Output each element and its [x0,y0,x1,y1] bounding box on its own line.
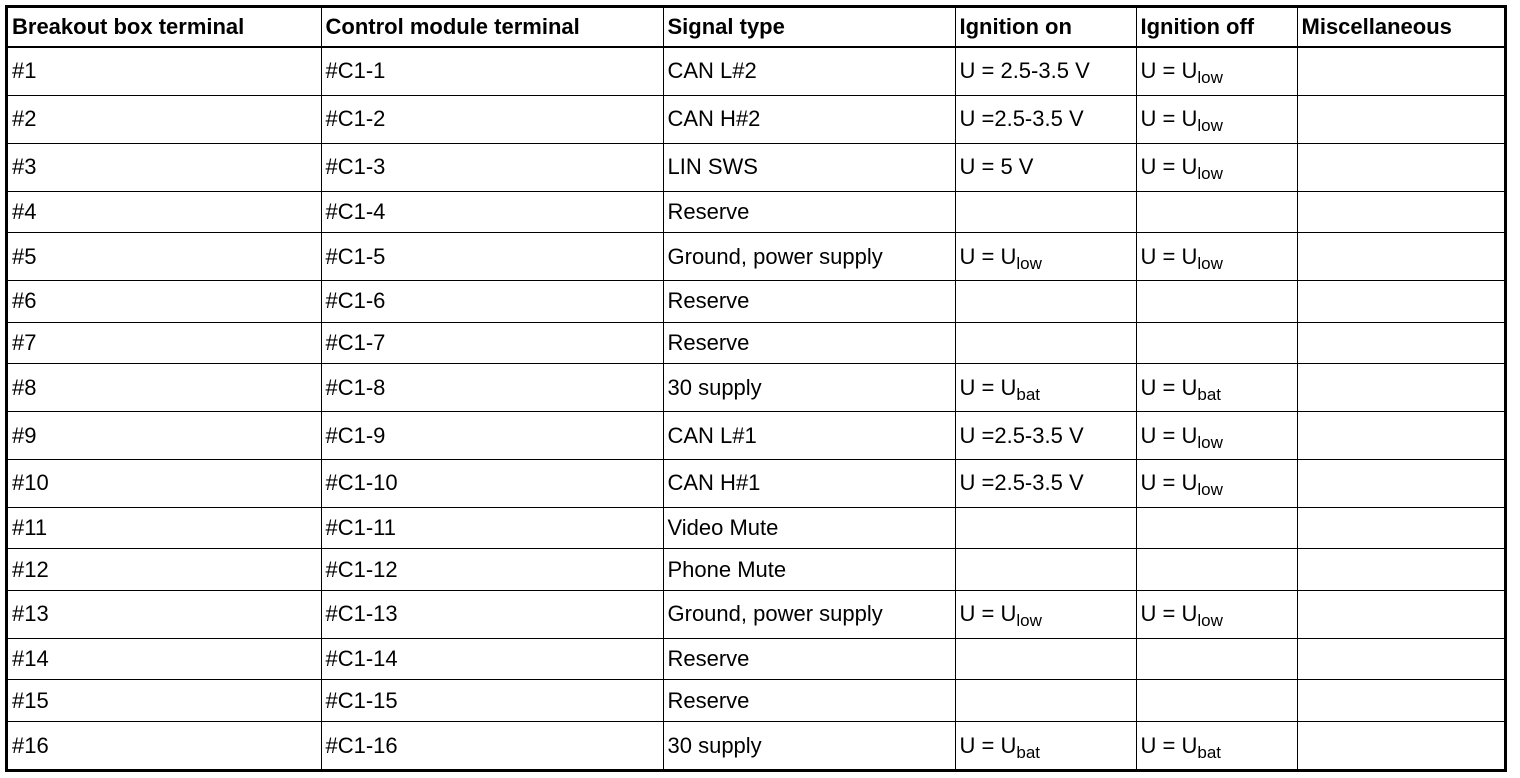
cell-signal-type: Reserve [663,638,955,680]
cell-ignition-off [1136,680,1297,722]
cell-control-module-terminal: #C1-6 [321,281,663,323]
cell-ignition-off [1136,322,1297,364]
cell-miscellaneous [1297,281,1504,323]
cell-ignition-on [955,191,1136,233]
cell-ignition-on [955,233,1136,281]
cell-ignition-off-subscript: low [1197,253,1223,273]
table-row [8,722,1504,769]
cell-ignition-off [1136,549,1297,591]
cell-control-module-terminal: #C1-1 [321,47,663,95]
table-row [8,412,1504,460]
cell-breakout-terminal: #2 [8,95,321,143]
cell-control-module-terminal: #C1-9 [321,412,663,460]
cell-ignition-on-subscript: low [1016,253,1042,273]
cell-breakout-terminal: #4 [8,191,321,233]
cell-breakout-terminal: #1 [8,47,321,95]
cell-ignition-off [1136,507,1297,549]
cell-ignition-on [955,638,1136,680]
cell-signal-type: CAN L#2 [663,47,955,95]
cell-ignition-off-main: U = U [1140,732,1198,758]
cell-signal-type: 30 supply [663,364,955,412]
cell-ignition-off-subscript: low [1197,116,1223,136]
table-row [8,507,1504,549]
cell-ignition-on [955,95,1136,143]
cell-control-module-terminal: #C1-8 [321,364,663,412]
cell-signal-type: Phone Mute [663,549,955,591]
cell-ignition-off-main: U = U [1140,243,1198,269]
cell-ignition-on-main: U = U [959,243,1017,269]
cell-miscellaneous [1297,549,1504,591]
cell-ignition-off-main: U = U [1140,106,1198,132]
cell-ignition-off-subscript: bat [1197,742,1221,762]
cell-ignition-off-subscript: bat [1197,384,1221,404]
cell-signal-type: Reserve [663,322,955,364]
cell-ignition-on-main: U =2.5-3.5 V [959,422,1084,448]
cell-breakout-terminal: #10 [8,459,321,507]
cell-ignition-on-subscript: bat [1016,384,1040,404]
cell-signal-type: LIN SWS [663,143,955,191]
cell-control-module-terminal: #C1-2 [321,95,663,143]
cell-signal-type: Reserve [663,680,955,722]
cell-control-module-terminal: #C1-3 [321,143,663,191]
table-header-row [8,8,1504,47]
cell-ignition-off [1136,233,1297,281]
cell-miscellaneous [1297,364,1504,412]
cell-ignition-on-main: U = 5 V [959,154,1034,180]
cell-ignition-off [1136,459,1297,507]
cell-ignition-on-main: U = U [959,601,1017,627]
cell-ignition-on-main: U = U [959,374,1017,400]
cell-ignition-off [1136,590,1297,638]
cell-control-module-terminal: #C1-14 [321,638,663,680]
table-row [8,322,1504,364]
cell-ignition-on [955,549,1136,591]
cell-control-module-terminal: #C1-12 [321,549,663,591]
cell-ignition-on-main: U = U [959,732,1017,758]
cell-breakout-terminal: #3 [8,143,321,191]
cell-ignition-off-subscript: low [1197,432,1223,452]
cell-ignition-off-main: U = U [1140,601,1198,627]
cell-ignition-off-main: U = U [1140,374,1198,400]
cell-miscellaneous [1297,191,1504,233]
cell-control-module-terminal: #C1-5 [321,233,663,281]
cell-ignition-on-main: U =2.5-3.5 V [959,470,1084,496]
header-miscellaneous: Miscellaneous [1297,8,1504,47]
cell-ignition-off-subscript: low [1197,164,1223,184]
cell-miscellaneous [1297,322,1504,364]
cell-ignition-off-main: U = U [1140,470,1198,496]
table-row [8,590,1504,638]
cell-ignition-off [1136,412,1297,460]
cell-breakout-terminal: #14 [8,638,321,680]
cell-breakout-terminal: #7 [8,322,321,364]
cell-miscellaneous [1297,143,1504,191]
cell-breakout-terminal: #9 [8,412,321,460]
cell-ignition-off [1136,364,1297,412]
cell-ignition-on-subscript: low [1016,611,1042,631]
cell-ignition-on [955,590,1136,638]
cell-miscellaneous [1297,722,1504,769]
cell-ignition-on [955,507,1136,549]
cell-ignition-on [955,680,1136,722]
table-row [8,233,1504,281]
table-row [8,191,1504,233]
cell-miscellaneous [1297,95,1504,143]
cell-control-module-terminal: #C1-15 [321,680,663,722]
cell-signal-type: Video Mute [663,507,955,549]
cell-breakout-terminal: #8 [8,364,321,412]
cell-signal-type: CAN H#2 [663,95,955,143]
cell-breakout-terminal: #15 [8,680,321,722]
table-row [8,638,1504,680]
table-row [8,459,1504,507]
cell-miscellaneous [1297,507,1504,549]
cell-control-module-terminal: #C1-11 [321,507,663,549]
cell-ignition-off [1136,47,1297,95]
cell-ignition-on [955,364,1136,412]
cell-signal-type: CAN L#1 [663,412,955,460]
cell-ignition-off-main: U = U [1140,154,1198,180]
table-row [8,680,1504,722]
cell-ignition-on-subscript: bat [1016,742,1040,762]
cell-signal-type: 30 supply [663,722,955,769]
table-row [8,549,1504,591]
table-row [8,143,1504,191]
cell-breakout-terminal: #11 [8,507,321,549]
cell-signal-type: Ground, power supply [663,590,955,638]
cell-ignition-on-main: U =2.5-3.5 V [959,106,1084,132]
cell-ignition-off-subscript: low [1197,68,1223,88]
cell-ignition-off [1136,143,1297,191]
table-row [8,364,1504,412]
terminal-table [8,8,1504,769]
cell-ignition-on [955,459,1136,507]
cell-control-module-terminal: #C1-7 [321,322,663,364]
cell-ignition-on [955,281,1136,323]
cell-ignition-off-main: U = U [1140,58,1198,84]
cell-ignition-off [1136,191,1297,233]
cell-ignition-on [955,722,1136,769]
cell-ignition-off [1136,722,1297,769]
table-row [8,281,1504,323]
header-breakout-terminal: Breakout box terminal [8,8,321,47]
cell-breakout-terminal: #6 [8,281,321,323]
cell-ignition-off-subscript: low [1197,611,1223,631]
header-ignition-on: Ignition on [955,8,1136,47]
cell-control-module-terminal: #C1-10 [321,459,663,507]
cell-ignition-off [1136,95,1297,143]
header-signal-type: Signal type [663,8,955,47]
cell-ignition-on [955,412,1136,460]
cell-control-module-terminal: #C1-13 [321,590,663,638]
table-row [8,47,1504,95]
cell-control-module-terminal: #C1-4 [321,191,663,233]
cell-ignition-off [1136,638,1297,680]
cell-miscellaneous [1297,638,1504,680]
cell-ignition-on [955,143,1136,191]
cell-signal-type: Reserve [663,281,955,323]
cell-miscellaneous [1297,233,1504,281]
cell-breakout-terminal: #12 [8,549,321,591]
cell-ignition-off-subscript: low [1197,480,1223,500]
header-ignition-off: Ignition off [1136,8,1297,47]
cell-miscellaneous [1297,412,1504,460]
cell-miscellaneous [1297,47,1504,95]
cell-ignition-on [955,47,1136,95]
table-body [8,47,1504,769]
cell-ignition-off-main: U = U [1140,422,1198,448]
cell-miscellaneous [1297,590,1504,638]
table-row [8,95,1504,143]
header-control-module-terminal: Control module terminal [321,8,663,47]
cell-breakout-terminal: #13 [8,590,321,638]
cell-ignition-off [1136,281,1297,323]
cell-signal-type: CAN H#1 [663,459,955,507]
cell-miscellaneous [1297,680,1504,722]
cell-ignition-on [955,322,1136,364]
cell-signal-type: Ground, power supply [663,233,955,281]
cell-control-module-terminal: #C1-16 [321,722,663,769]
terminal-table-frame [5,5,1507,772]
cell-breakout-terminal: #16 [8,722,321,769]
cell-miscellaneous [1297,459,1504,507]
cell-ignition-on-main: U = 2.5-3.5 V [959,58,1090,84]
cell-signal-type: Reserve [663,191,955,233]
cell-breakout-terminal: #5 [8,233,321,281]
